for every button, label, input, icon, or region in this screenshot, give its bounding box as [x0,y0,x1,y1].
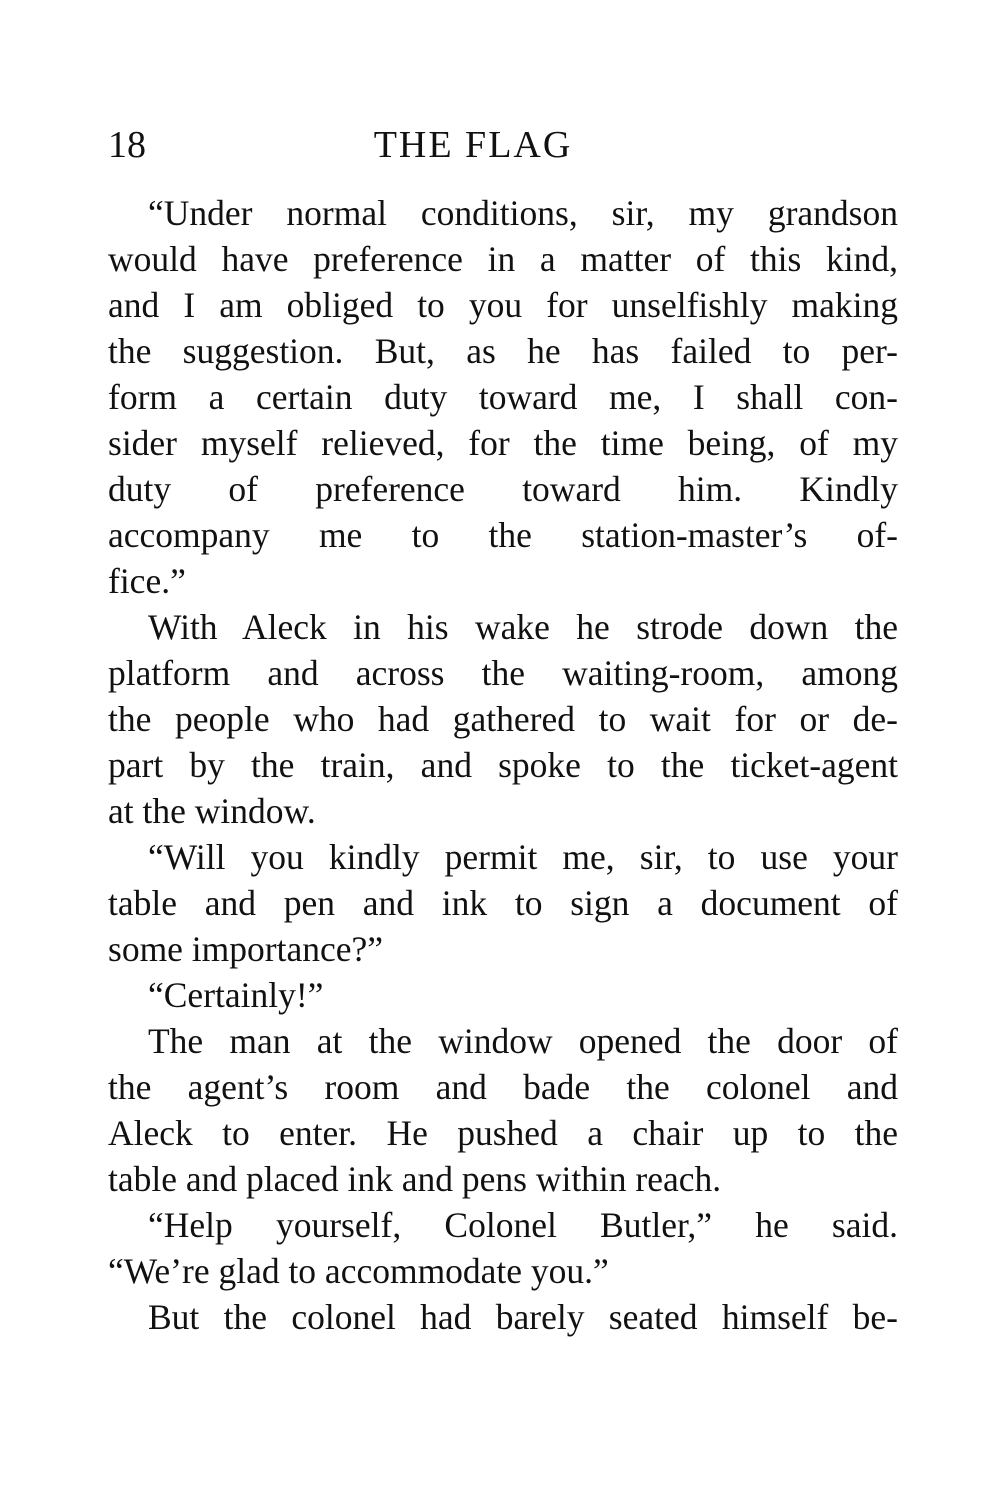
text-line: platform and across the waiting-room, among [108,653,898,693]
text-line: “Help yourself, Colonel Butler,” he said. [148,1205,898,1245]
text-line: duty of preference toward him. Kindly [108,469,898,509]
text-line: some importance?” [108,929,384,969]
text-line: form a certain duty toward me, I shall con- [108,377,898,417]
text-line: the agent’s room and bade the colonel and [108,1067,898,1107]
text-line: table and pen and ink to sign a document of [108,883,898,923]
text-line: But the colonel had barely seated himself be- [148,1297,898,1337]
text-line: the suggestion. But, as he has failed to per- [108,331,898,371]
page-number: 18 [108,124,146,166]
running-title: THE FLAG [373,124,573,166]
text-line: accompany me to the station-master’s of- [108,515,898,555]
text-line: sider myself relieved, for the time being, of my [108,423,898,463]
text-line: “Will you kindly permit me, sir, to use your [148,837,898,877]
text-line: table and placed ink and pens within reach. [108,1159,722,1199]
text-line: at the window. [108,791,316,831]
text-line: “Certainly!” [148,975,324,1015]
text-line: “Under normal conditions, sir, my grandson [148,193,898,233]
text-line: Aleck to enter. He pushed a chair up to the [108,1113,898,1153]
text-line: part by the train, and spoke to the ticket-agent [108,745,898,785]
running-head [108,120,898,170]
text-line: the people who had gathered to wait for or de- [108,699,898,739]
text-line: With Aleck in his wake he strode down the [148,607,898,647]
text-line: would have preference in a matter of this kind, [108,239,898,279]
text-line: The man at the window opened the door of [148,1021,898,1061]
text-line: “We’re glad to accommodate you.” [108,1251,609,1291]
text-line: and I am obliged to you for unselfishly making [108,285,898,325]
body-text [108,190,898,1340]
text-line: fice.” [108,561,186,601]
